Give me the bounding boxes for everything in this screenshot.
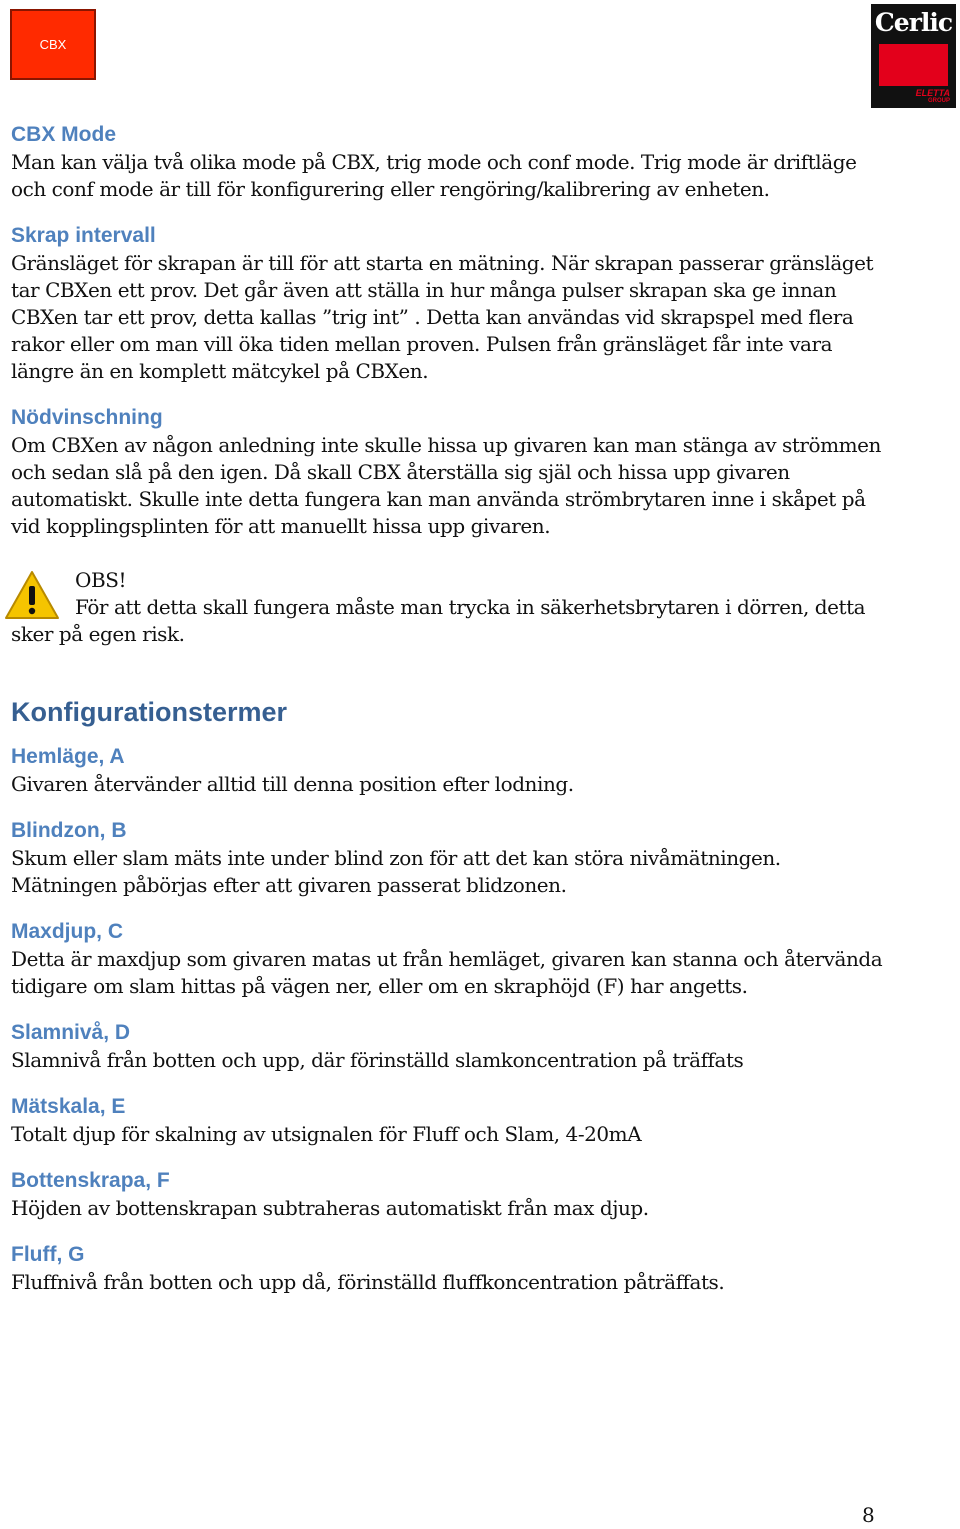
- term-heading: Blindzon, B: [11, 819, 127, 842]
- cbx-badge: [10, 9, 96, 80]
- term-description: [11, 845, 911, 899]
- cerlic-logo: [871, 4, 956, 108]
- term-slamniva: [11, 1019, 911, 1074]
- term-heading: Hemläge, A: [11, 745, 125, 768]
- text-line: Höjden av bottenskrapan subtraheras automatiskt från max djup.: [11, 1196, 649, 1220]
- text-line: och sedan slå på den igen. Då skall CBX återställa sig själ och hissa upp givaren: [11, 460, 790, 484]
- text-line: Givaren återvänder alltid till denna position efter lodning.: [11, 772, 574, 796]
- text-line: tar CBXen ett prov. Det går även att ställa in hur många pulser skrapan ska ge innan: [11, 278, 837, 302]
- logo-red-block: [879, 44, 948, 86]
- term-heading: Maxdjup, C: [11, 920, 124, 943]
- term-hemlage: [11, 743, 911, 798]
- term-bottenskrapa: [11, 1167, 911, 1222]
- term-heading: Bottenskrapa, F: [11, 1169, 170, 1192]
- text-line: tidigare om slam hittas på vägen ner, eller om en skraphöjd (F) har angetts.: [11, 974, 748, 998]
- logo-brand-text: Cerlic: [874, 8, 953, 37]
- config-title: Konfigurationstermer: [11, 697, 288, 727]
- text-line: rakor eller om man vill öka tiden mellan proven. Pulsen från gränsläget får inte vara: [11, 332, 833, 356]
- logo-group: GROUP: [927, 98, 950, 104]
- term-blindzon: [11, 817, 911, 899]
- term-maxdjup: [11, 918, 911, 1000]
- text-line: Mätningen påbörjas efter att givaren passerat blidzonen.: [11, 873, 567, 897]
- text-line: Man kan välja två olika mode på CBX, trig mode och conf mode. Trig mode är driftläge: [11, 150, 857, 174]
- warning-paragraph: [11, 567, 911, 648]
- cbx-badge-label: CBX: [39, 37, 67, 52]
- text-line: Gränsläget för skrapan är till för att starta en mätning. När skrapan passerar gränsläget: [11, 251, 874, 275]
- section-heading: Skrap intervall: [11, 224, 156, 247]
- section-heading: CBX Mode: [11, 123, 116, 146]
- logo-sub-text: [916, 89, 950, 105]
- section-paragraph: [11, 432, 911, 540]
- term-description: [11, 771, 911, 798]
- text-line: längre än en komplett mätcykel på CBXen.: [11, 359, 429, 383]
- logo-eletta: ELETTA: [915, 88, 950, 98]
- text-line: sker på egen risk.: [11, 622, 185, 646]
- section-cbx-mode: [11, 121, 911, 203]
- term-description: [11, 1047, 911, 1074]
- text-line: vid kopplingsplinten för att manuellt hissa upp givaren.: [11, 514, 551, 538]
- section-nodvinschning: [11, 404, 911, 540]
- text-line: automatiskt. Skulle inte detta fungera kan man använda strömbrytaren inne i skåpet på: [11, 487, 866, 511]
- text-line: Fluffnivå från botten och upp då, förinställd fluffkoncentration påträffats.: [11, 1270, 725, 1294]
- text-line: CBXen tar ett prov, detta kallas ”trig int” . Detta kan användas vid skrapspel med flera: [11, 305, 854, 329]
- text-line: Slamnivå från botten och upp, där förinställd slamkoncentration på träffats: [11, 1048, 744, 1072]
- text-line: Totalt djup för skalning av utsignalen för Fluff och Slam, 4-20mA: [11, 1122, 642, 1146]
- term-description: [11, 1195, 911, 1222]
- section-heading: Nödvinschning: [11, 406, 163, 429]
- section-paragraph: [11, 250, 911, 385]
- term-matskala: [11, 1093, 911, 1148]
- text-line: Om CBXen av någon anledning inte skulle hissa up givaren kan man stänga av strömmen: [11, 433, 881, 457]
- term-description: [11, 946, 911, 1000]
- document-body: [11, 121, 911, 1296]
- term-heading: Mätskala, E: [11, 1095, 126, 1118]
- warning-icon: [3, 569, 61, 621]
- page-number: 8: [862, 1503, 875, 1527]
- warning-title: OBS!: [75, 568, 127, 592]
- text-line: För att detta skall fungera måste man trycka in säkerhetsbrytaren i dörren, detta: [75, 595, 866, 619]
- term-fluff: [11, 1241, 911, 1296]
- term-heading: Fluff, G: [11, 1243, 85, 1266]
- term-description: [11, 1121, 911, 1148]
- section-skrap-intervall: [11, 222, 911, 385]
- section-paragraph: [11, 149, 911, 203]
- text-line: och conf mode är till för konfigurering eller rengöring/kalibrering av enheten.: [11, 177, 770, 201]
- term-description: [11, 1269, 911, 1296]
- text-line: Skum eller slam mäts inte under blind zon för att det kan störa nivåmätningen.: [11, 846, 781, 870]
- term-heading: Slamnivå, D: [11, 1021, 131, 1044]
- text-line: Detta är maxdjup som givaren matas ut från hemläget, givaren kan stanna och återvända: [11, 947, 883, 971]
- warning-note: [11, 567, 911, 648]
